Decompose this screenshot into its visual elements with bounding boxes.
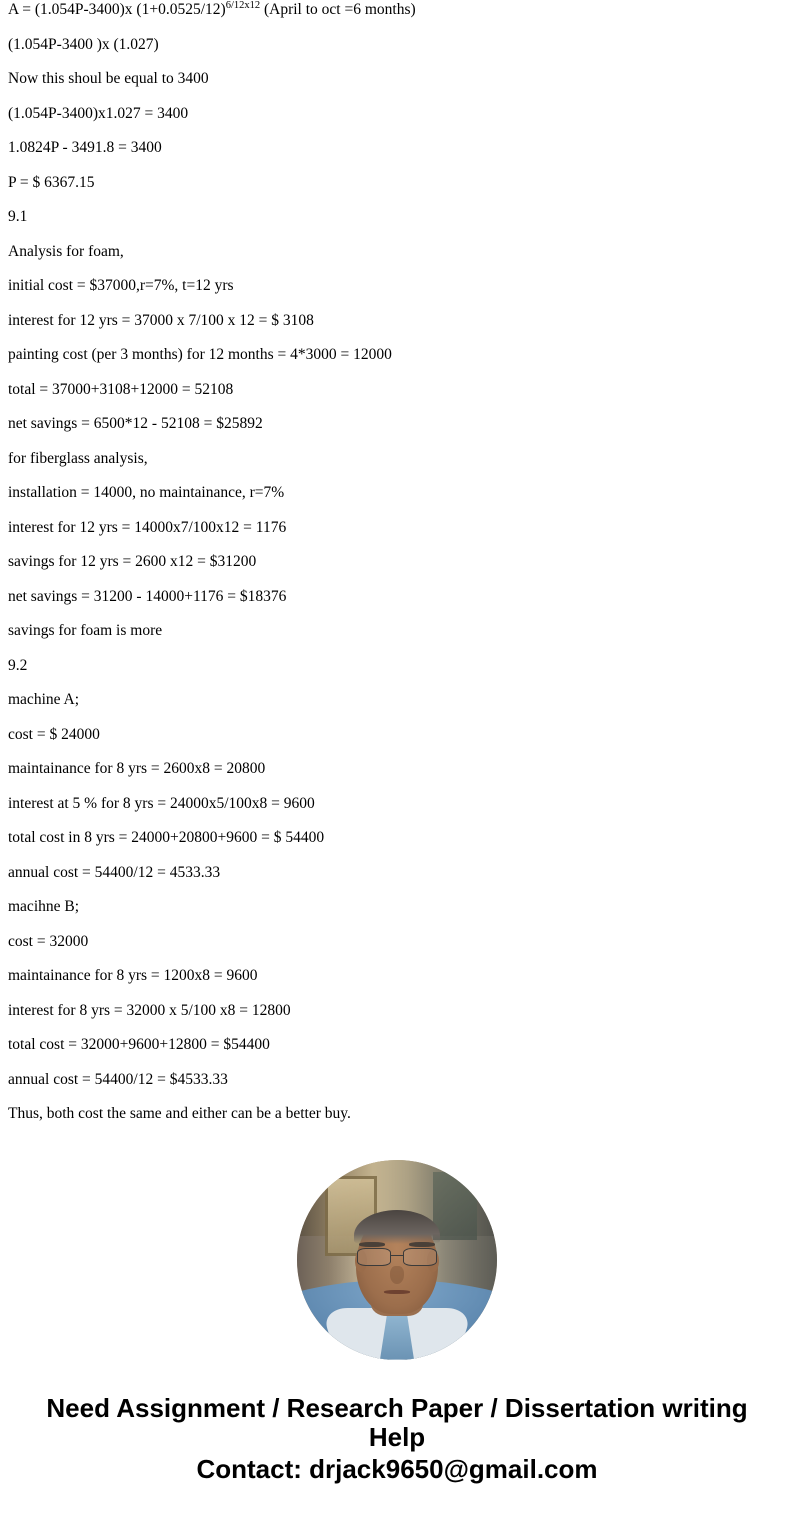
text-line: Analysis for foam, [8, 242, 124, 260]
text-line: (1.054P-3400 )x (1.027) [8, 35, 159, 53]
profile-photo-container [8, 1160, 786, 1360]
text-line: interest for 12 yrs = 14000x7/100x12 = 1176 [8, 518, 287, 536]
text-line: interest for 8 yrs = 32000 x 5/100 x8 = 12800 [8, 1001, 291, 1019]
text-line: maintainance for 8 yrs = 1200x8 = 9600 [8, 967, 258, 984]
text-line: annual cost = 54400/12 = 4533.33 [8, 863, 221, 881]
text-line-part: (April to oct =6 months) [260, 1, 416, 18]
eyebrow-left [359, 1242, 385, 1247]
text-line: macihne B; [8, 898, 80, 915]
glasses-bridge [391, 1255, 404, 1257]
text-line: cost = $ 24000 [8, 725, 100, 743]
nose [390, 1266, 404, 1284]
text-line: Now this shoul be equal to 3400 [8, 70, 209, 87]
text-line-part: A = (1.054P-3400)x (1+0.0525/12) [8, 1, 226, 18]
text-line: total = 37000+3108+12000 = 52108 [8, 380, 234, 398]
text-line: savings for 12 yrs = 2600 x12 = $31200 [8, 553, 257, 570]
text-line: 9.2 [8, 656, 28, 674]
exponent: 6/12x12 [225, 0, 261, 11]
text-line: Thus, both cost the same and either can be a better buy. [8, 1105, 351, 1122]
eyeglasses [357, 1248, 437, 1266]
lens-left [357, 1248, 391, 1266]
text-line: P = $ 6367.15 [8, 173, 95, 191]
footer-contact-block [8, 1394, 786, 1486]
eyebrow-right [409, 1242, 435, 1247]
text-line: net savings = 31200 - 14000+1176 = $18376 [8, 587, 287, 605]
text-line: savings for foam is more [8, 622, 163, 639]
text-line: initial cost = $37000,r=7%, t=12 yrs [8, 277, 234, 294]
text-line: maintainance for 8 yrs = 2600x8 = 20800 [8, 760, 266, 777]
text-line: (1.054P-3400)x1.027 = 3400 [8, 104, 189, 122]
text-line: interest for 12 yrs = 37000 x 7/100 x 12 = $ 3108 [8, 311, 314, 329]
lens-right [403, 1248, 437, 1266]
text-line: 9.1 [8, 208, 28, 225]
text-line: total cost = 32000+9600+12800 = $54400 [8, 1036, 270, 1053]
text-line: machine A; [8, 691, 80, 708]
text-line: annual cost = 54400/12 = $4533.33 [8, 1070, 228, 1088]
text-line: for fiberglass analysis, [8, 449, 148, 467]
footer-headline: Need Assignment / Research Paper / Dissertation writing Help [46, 1392, 748, 1453]
mouth [384, 1290, 410, 1294]
text-line: installation = 14000, no maintainance, r=7% [8, 484, 285, 501]
profile-photo [297, 1160, 497, 1360]
footer-contact-email[interactable]: Contact: drjack9650@gmail.com [196, 1454, 598, 1485]
text-line: total cost in 8 yrs = 24000+20800+9600 = $ 54400 [8, 829, 325, 846]
text-line: cost = 32000 [8, 932, 89, 950]
text-line [8, 0, 786, 18]
text-line: interest at 5 % for 8 yrs = 24000x5/100x8 = 9600 [8, 794, 315, 812]
text-line: 1.0824P - 3491.8 = 3400 [8, 139, 162, 156]
text-line: painting cost (per 3 months) for 12 months = 4*3000 = 12000 [8, 346, 392, 363]
wall-picture-frame-secondary [433, 1172, 477, 1240]
text-line: net savings = 6500*12 - 52108 = $25892 [8, 415, 263, 432]
solution-text-block [8, 0, 786, 1122]
